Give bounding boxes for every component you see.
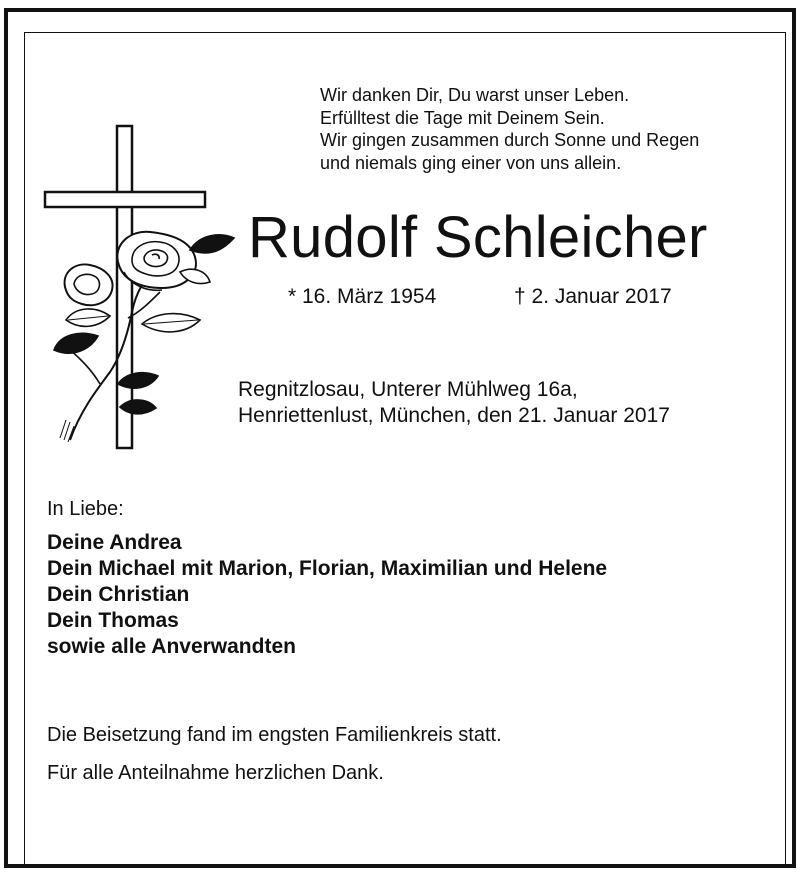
rose-icon [54, 232, 234, 442]
burial-note: Die Beisetzung fand im engsten Familienkreis statt. [47, 724, 502, 746]
deceased-name: Rudolf Schleicher [248, 205, 708, 270]
poem-line: und niemals ging einer von uns allein. [320, 152, 622, 173]
poem-line: Wir gingen zusammen durch Sonne und Regen [320, 130, 700, 150]
thanks-note: Für alle Anteilnahme herzlichen Dank. [47, 762, 384, 784]
mourner-name: Deine Andrea [47, 531, 182, 554]
mourner-name: Dein Thomas [47, 609, 179, 632]
birth-date: * 16. März 1954 [288, 285, 437, 308]
address-line: Regnitzlosau, Unterer Mühlweg 16a, [238, 378, 578, 401]
mourners-list [47, 530, 607, 660]
mourner-name: Dein Michael mit Marion, Florian, Maximilian und Helene [47, 557, 608, 580]
mourner-name: Dein Christian [47, 583, 190, 606]
address-block [238, 377, 670, 429]
death-date: † 2. Januar 2017 [514, 285, 672, 308]
address-line: Henriettenlust, München, den 21. Januar 2017 [238, 404, 670, 427]
poem-line: Wir danken Dir, Du warst unser Leben. [320, 85, 630, 105]
poem-line: Erfülltest die Tage mit Deinem Sein. [320, 107, 605, 128]
cross-with-rose-illustration [40, 122, 240, 452]
poem [320, 84, 699, 174]
mourner-name: sowie alle Anverwandten [47, 635, 296, 658]
mourners-intro: In Liebe: [47, 498, 124, 520]
